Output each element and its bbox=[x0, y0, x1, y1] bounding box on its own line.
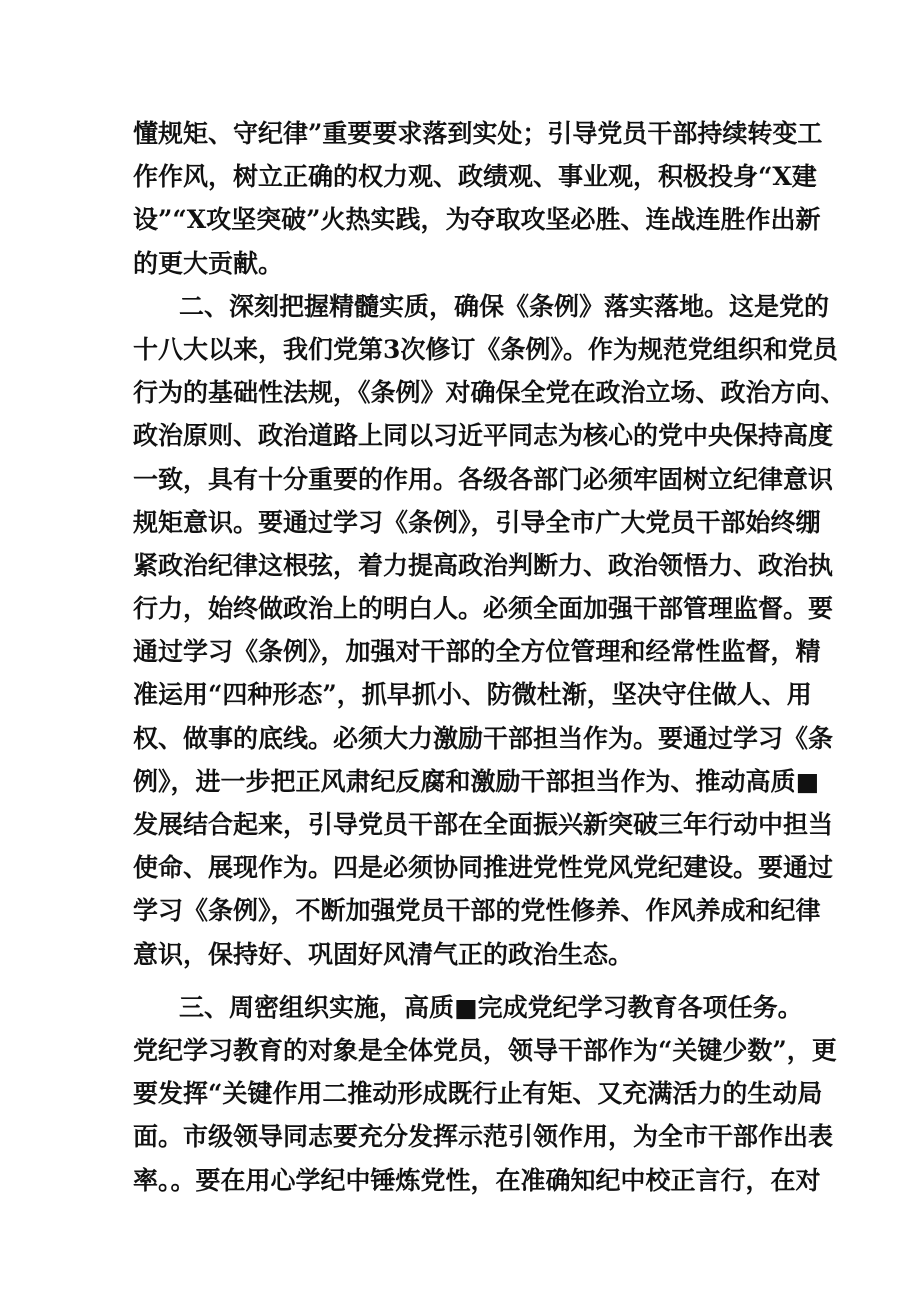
text-line: 例》，进一步把正风肃纪反腐和激励干部担当作为、推动高质■ bbox=[133, 766, 820, 796]
text-line: 权、做事的底线。必须大力激励干部担当作为。要通过学习《条 bbox=[133, 723, 834, 753]
text-line: 懂规矩、守纪律”重要要求落到实处；引导党员干部持续转变工 bbox=[133, 119, 823, 148]
paragraph-gap bbox=[133, 976, 813, 986]
text-line: 作作风，树立正确的权力观、政绩观、事业观，积极投身“X建 bbox=[133, 162, 817, 192]
text-line: 意识，保持好、巩固好风清气正的政治生态。 bbox=[133, 939, 634, 969]
text-line: 率。。要在用心学纪中锤炼党性，在准确知纪中校正言行，在对 bbox=[133, 1165, 821, 1195]
section-heading-2: 二、深刻把握精髓实质，确保《条例》落实落地。这是党的 bbox=[179, 291, 830, 321]
text-line: 通过学习《条例》，加强对干部的全方位管理和经常性监督，精 bbox=[133, 637, 821, 667]
text-line: 发展结合起来，引导党员干部在全面振兴新突破三年行动中担当 bbox=[133, 810, 834, 839]
text-line: 设”“X攻坚突破”火热实践，为夺取攻坚必胜、连战连胜作出新 bbox=[133, 205, 821, 235]
text-line: 学习《条例》，不断加强党员干部的党性修养、作风养成和纪律 bbox=[133, 896, 821, 926]
text-line: 紧政治纪律这根弦，着力提高政治判断力、政治领悟力、政治执 bbox=[133, 550, 834, 580]
text-line: 规矩意识。要通过学习《条例》，引导全市广大党员干部始终绷 bbox=[133, 507, 821, 537]
section-heading-3: 三、周密组织实施，高质■完成党纪学习教育各项任务。 bbox=[179, 992, 803, 1022]
text-line: 使命、展现作为。四是必须协同推进党性党风党纪建设。要通过 bbox=[133, 853, 834, 883]
text-line: 面。市级领导同志要充分发挥示范引领作用，为全市干部作出表 bbox=[133, 1122, 834, 1152]
text-line: 要发挥“关键作用二推动形成既行止有矩、又充满活力的生动局 bbox=[133, 1079, 823, 1109]
body-text bbox=[133, 112, 846, 1202]
text-line: 行为的基础性法规，《条例》对确保全党在政治立场、政治方向、 bbox=[133, 378, 846, 408]
text-line: 准运用“四种形态”，抓早抓小、防微杜渐，坚决守住做人、用 bbox=[133, 680, 812, 710]
text-line: 十八大以来，我们党第3次修订《条例》。作为规范党组织和党员 bbox=[133, 334, 838, 364]
text-line: 政治原则、政治道路上同以习近平同志为核心的党中央保持高度 bbox=[133, 421, 834, 451]
text-line: 党纪学习教育的对象是全体党员，领导干部作为“关键少数”，更 bbox=[133, 1035, 837, 1065]
text-line: 一致，具有十分重要的作用。各级各部门必须牢固树立纪律意识 bbox=[133, 464, 834, 494]
text-line: 行力，始终做政治上的明白人。必须全面加强干部管理监督。要 bbox=[133, 594, 834, 624]
text-line: 的更大贡献。 bbox=[133, 248, 284, 278]
